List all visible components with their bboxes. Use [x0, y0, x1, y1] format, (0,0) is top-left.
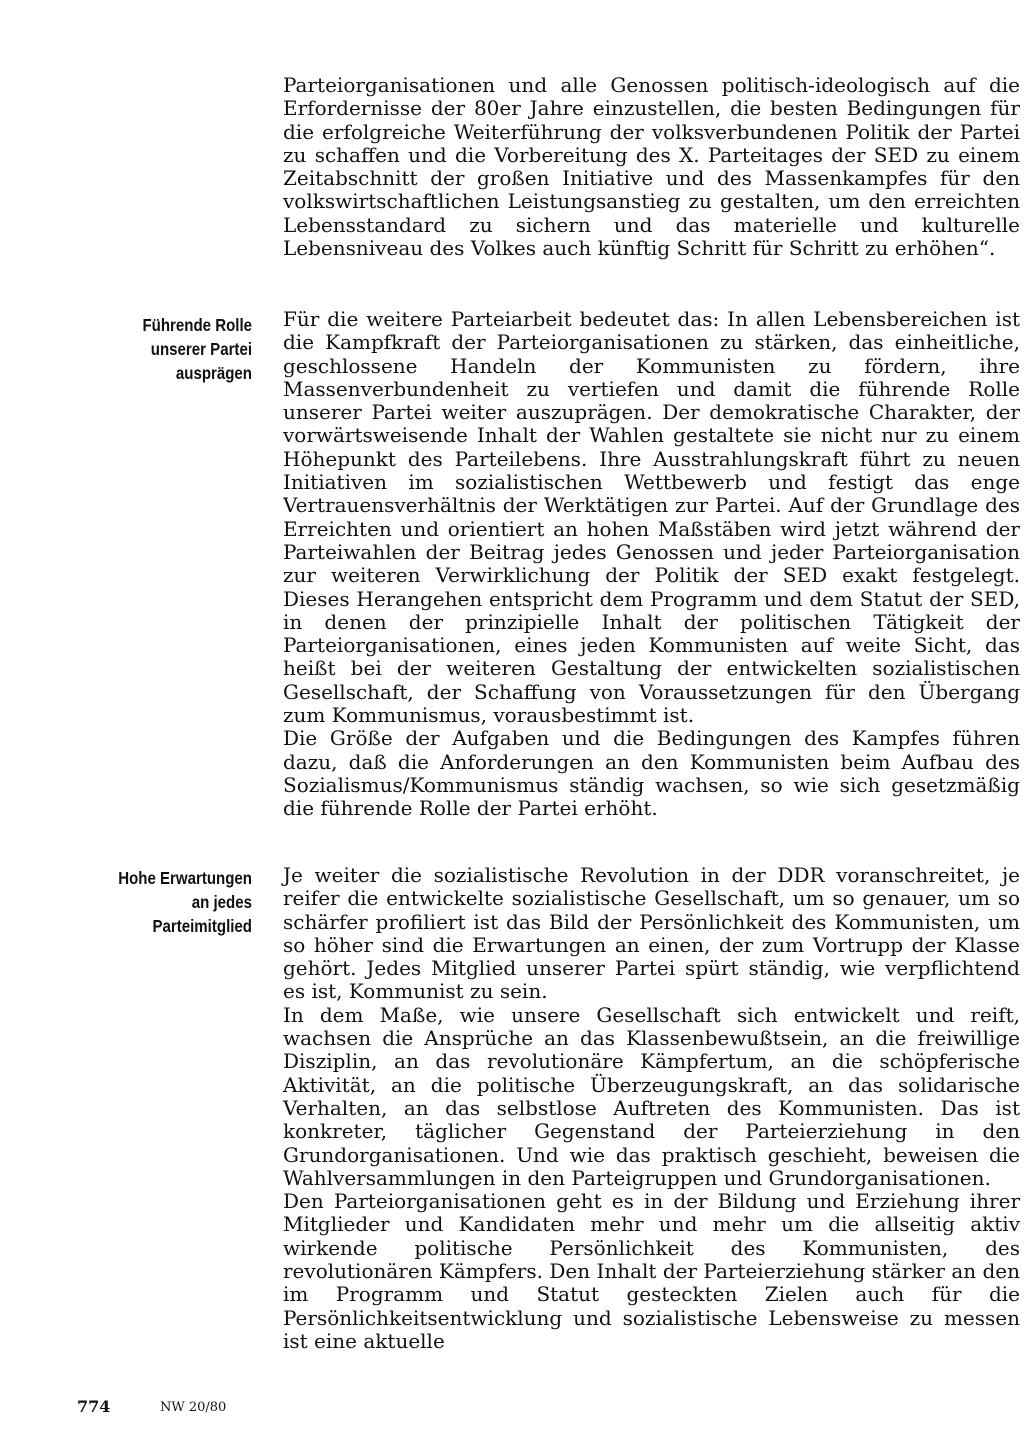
margin-heading-line: Parteimitglied: [152, 916, 252, 936]
paragraph: Die Größe der Aufgaben und die Bedingungen des Kampfes führen dazu, daß die Anforderungen an den Kommunisten beim Aufbau des Sozialismus/Kommunismus ständig wachsen, so wie sich gesetzmäßig die führende Rolle der Partei erhöht.: [283, 726, 1020, 821]
issue-label: NW 20/80: [160, 1400, 227, 1415]
section-fuehrende-rolle: [283, 308, 1020, 821]
section-hohe-erwartungen: [283, 864, 1020, 1353]
paragraph: Je weiter die sozialistische Revolution in der DDR voranschreitet, je reifer die entwickelte sozialistische Gesellschaft, um so genauer, um so schärfer profiliert ist das Bild der Persönlichkeit des Kommunisten, um so höher sind die Erwartungen an einen, der zum Vortrupp der Klasse gehört. Jedes Mitglied unserer Partei spürt ständig, wie verpflichtend es ist, Kommunist zu sein.: [283, 863, 1020, 1004]
margin-heading-line: an jedes: [191, 892, 252, 912]
margin-heading-hohe-erwartungen: [71, 866, 252, 938]
intro-paragraph: [283, 74, 1020, 260]
margin-heading-fuehrende-rolle: [71, 313, 252, 385]
paragraph: In dem Maße, wie unsere Gesellschaft sich entwickelt und reift, wachsen die Ansprüche an das Klassenbewußtsein, an die freiwillige Disziplin, an das revolutionäre Kämpfertum, an die schöpferische Aktivität, an die politische Überzeugungskraft, an das solidarische Verhalten, an das selbstlose Auftreten des Kommunisten. Das ist konkreter, täglicher Gegenstand der Parteierziehung in den Grundorganisationen. Und wie das praktisch geschieht, beweisen die Wahlversammlungen in den Parteigruppen und Grundorganisationen.: [283, 1002, 1020, 1190]
paragraph: Parteiorganisationen und alle Genossen politisch-ideologisch auf die Erfordernisse der 80er Jahre einzustellen, die besten Bedingungen für die erfolgreiche Weiterführung der volksverbundenen Politik der Partei zu schaffen und die Vorbereitung des X. Parteitages der SED zu einem Zeitabschnitt der großen Initiative und des Massenkampfes für den volkswirtschaftlichen Leistungsanstieg zu gestalten, um den erreichten Lebensstandard zu sichern und das materielle und kulturelle Lebensniveau des Volkes auch künftig Schritt für Schritt zu erhöhen“.: [283, 73, 1020, 261]
margin-heading-line: unserer Partei: [150, 339, 252, 359]
margin-heading-line: Hohe Erwartungen: [118, 868, 252, 888]
margin-heading-line: ausprägen: [175, 363, 252, 383]
paragraph: Für die weitere Parteiarbeit bedeutet das: In allen Lebensbereichen ist die Kampfkraft der Parteiorganisationen zu stärken, das einheitliche, geschlossene Handeln der Kommunisten zu fördern, ihre Massenverbundenheit zu vertiefen und damit die führende Rolle unserer Partei weiter auszuprägen. Der demokratische Charakter, der vorwärtsweisende Inhalt der Wahlen gestaltete sie nicht nur zu einem Höhepunkt des Parteilebens. Ihre Ausstrahlungskraft führt zu neuen Initiativen im sozialistischen Wettbewerb und festigt das enge Vertrauensverhältnis der Werktätigen zur Partei. Auf der Grundlage des Erreichten und orientiert an hohen Maßstäben wird jetzt während der Parteiwahlen der Beitrag jedes Genossen und jeder Parteiorganisation zur weiteren Verwirklichung der Politik der SED exakt festgelegt. Dieses Herangehen entspricht dem Programm und dem Statut der SED, in denen der prinzipielle Inhalt der politischen Tätigkeit der Parteiorganisationen, eines jeden Kommunisten auf weite Sicht, das heißt bei der weiteren Gestaltung der entwickelten sozialistischen Gesellschaft, der Schaffung von Voraussetzungen für den Übergang zum Kommunismus, vorausbestimmt ist.: [283, 307, 1020, 728]
page-number: 774: [77, 1397, 111, 1416]
paragraph: Den Parteiorganisationen geht es in der Bildung und Erziehung ihrer Mitglieder und Kandidaten mehr und mehr um die allseitig aktiv wirkende politische Persönlichkeit des Kommunisten, des revolutionären Kämpfers. Den Inhalt der Parteierziehung stärker an den im Programm und Statut gesteckten Zielen auch für die Persönlichkeitsentwicklung und sozialistische Lebensweise zu messen ist eine aktuelle: [283, 1189, 1021, 1353]
margin-heading-line: Führende Rolle: [142, 315, 252, 335]
